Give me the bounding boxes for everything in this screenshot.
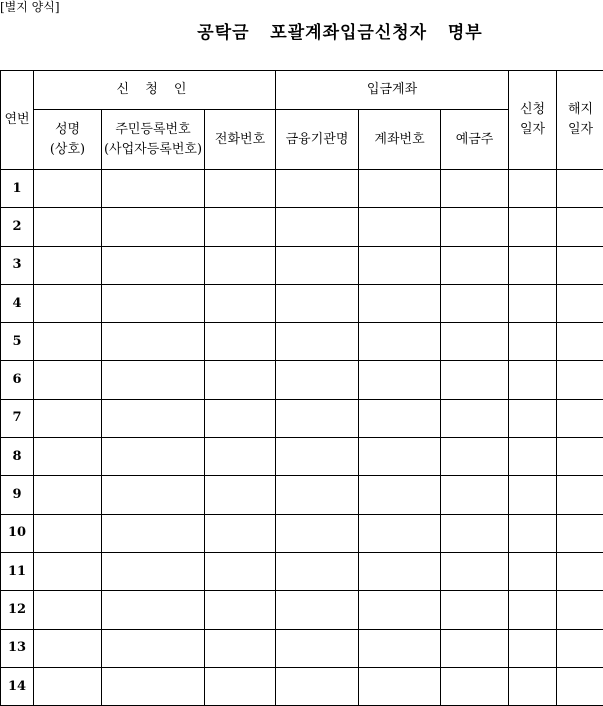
table-row bbox=[1, 246, 603, 284]
cancel-date-cell bbox=[557, 399, 603, 437]
id-number-cell bbox=[102, 170, 205, 208]
name-cell bbox=[34, 667, 102, 705]
id-number-cell bbox=[102, 476, 205, 514]
apply-date-cell bbox=[509, 667, 557, 705]
account-holder-cell bbox=[441, 323, 509, 361]
phone-cell bbox=[205, 399, 276, 437]
bank-cell bbox=[276, 667, 359, 705]
account-holder-cell bbox=[441, 514, 509, 552]
row-serial-number: 3 bbox=[1, 246, 34, 284]
document-title: 공탁금 포괄계좌입금신청자 명부 bbox=[0, 18, 603, 43]
cancel-date-cell bbox=[557, 591, 603, 629]
bank-cell bbox=[276, 284, 359, 322]
account-holder-cell bbox=[441, 629, 509, 667]
bank-cell bbox=[276, 399, 359, 437]
name-cell bbox=[34, 629, 102, 667]
account-number-cell bbox=[359, 514, 441, 552]
table-row bbox=[1, 591, 603, 629]
table-row bbox=[1, 667, 603, 705]
row-serial-number: 8 bbox=[1, 438, 34, 476]
cancel-date-cell bbox=[557, 514, 603, 552]
phone-cell bbox=[205, 667, 276, 705]
header-bank: 금융기관명 bbox=[276, 110, 359, 170]
cancel-date-cell bbox=[557, 323, 603, 361]
account-number-cell bbox=[359, 170, 441, 208]
bank-cell bbox=[276, 246, 359, 284]
account-holder-cell bbox=[441, 552, 509, 590]
form-label: [별지 양식] bbox=[0, 0, 60, 14]
header-account-holder: 예금주 bbox=[441, 110, 509, 170]
table-row bbox=[1, 438, 603, 476]
row-serial-number: 1 bbox=[1, 170, 34, 208]
account-number-cell bbox=[359, 667, 441, 705]
header-apply-date-line1: 신청 bbox=[509, 100, 556, 120]
name-cell bbox=[34, 361, 102, 399]
apply-date-cell bbox=[509, 438, 557, 476]
account-holder-cell bbox=[441, 667, 509, 705]
phone-cell bbox=[205, 438, 276, 476]
account-number-cell bbox=[359, 438, 441, 476]
id-number-cell bbox=[102, 591, 205, 629]
header-account-number: 계좌번호 bbox=[359, 110, 441, 170]
table-row bbox=[1, 361, 603, 399]
header-cancel-date-line1: 해지 bbox=[557, 100, 603, 120]
account-number-cell bbox=[359, 591, 441, 629]
name-cell bbox=[34, 170, 102, 208]
id-number-cell bbox=[102, 246, 205, 284]
name-cell bbox=[34, 514, 102, 552]
bank-cell bbox=[276, 552, 359, 590]
table-row bbox=[1, 170, 603, 208]
roster-body bbox=[1, 170, 603, 706]
apply-date-cell bbox=[509, 361, 557, 399]
phone-cell bbox=[205, 514, 276, 552]
account-holder-cell bbox=[441, 476, 509, 514]
account-number-cell bbox=[359, 629, 441, 667]
account-holder-cell bbox=[441, 438, 509, 476]
cancel-date-cell bbox=[557, 246, 603, 284]
table-row bbox=[1, 552, 603, 590]
row-serial-number: 5 bbox=[1, 323, 34, 361]
table-row bbox=[1, 476, 603, 514]
row-serial-number: 14 bbox=[1, 667, 34, 705]
cancel-date-cell bbox=[557, 438, 603, 476]
bank-cell bbox=[276, 514, 359, 552]
bank-cell bbox=[276, 323, 359, 361]
cancel-date-cell bbox=[557, 476, 603, 514]
apply-date-cell bbox=[509, 284, 557, 322]
account-number-cell bbox=[359, 208, 441, 246]
bank-cell bbox=[276, 629, 359, 667]
account-holder-cell bbox=[441, 591, 509, 629]
cancel-date-cell bbox=[557, 629, 603, 667]
apply-date-cell bbox=[509, 246, 557, 284]
id-number-cell bbox=[102, 284, 205, 322]
account-holder-cell bbox=[441, 246, 509, 284]
table-row bbox=[1, 208, 603, 246]
account-number-cell bbox=[359, 399, 441, 437]
row-serial-number: 4 bbox=[1, 284, 34, 322]
row-serial-number: 2 bbox=[1, 208, 34, 246]
apply-date-cell bbox=[509, 629, 557, 667]
row-serial-number: 7 bbox=[1, 399, 34, 437]
phone-cell bbox=[205, 246, 276, 284]
account-number-cell bbox=[359, 323, 441, 361]
row-serial-number: 12 bbox=[1, 591, 34, 629]
header-id-line1: 주민등록번호 bbox=[102, 120, 204, 140]
header-name-line1: 성명 bbox=[34, 120, 101, 140]
account-number-cell bbox=[359, 361, 441, 399]
name-cell bbox=[34, 399, 102, 437]
name-cell bbox=[34, 552, 102, 590]
header-name-line2: (상호) bbox=[34, 140, 101, 160]
apply-date-cell bbox=[509, 476, 557, 514]
apply-date-cell bbox=[509, 323, 557, 361]
header-phone: 전화번호 bbox=[205, 110, 276, 170]
header-cancel-date bbox=[557, 71, 603, 170]
phone-cell bbox=[205, 170, 276, 208]
table-row bbox=[1, 284, 603, 322]
name-cell bbox=[34, 476, 102, 514]
row-serial-number: 9 bbox=[1, 476, 34, 514]
applicant-roster-table bbox=[0, 70, 603, 706]
name-cell bbox=[34, 591, 102, 629]
phone-cell bbox=[205, 284, 276, 322]
apply-date-cell bbox=[509, 208, 557, 246]
bank-cell bbox=[276, 170, 359, 208]
account-number-cell bbox=[359, 284, 441, 322]
phone-cell bbox=[205, 552, 276, 590]
account-number-cell bbox=[359, 476, 441, 514]
id-number-cell bbox=[102, 514, 205, 552]
account-holder-cell bbox=[441, 170, 509, 208]
bank-cell bbox=[276, 591, 359, 629]
cancel-date-cell bbox=[557, 170, 603, 208]
header-id-number bbox=[102, 110, 205, 170]
phone-cell bbox=[205, 629, 276, 667]
id-number-cell bbox=[102, 629, 205, 667]
table-row bbox=[1, 323, 603, 361]
id-number-cell bbox=[102, 361, 205, 399]
account-holder-cell bbox=[441, 284, 509, 322]
header-account-group: 입금계좌 bbox=[276, 71, 509, 110]
phone-cell bbox=[205, 476, 276, 514]
header-applicant-group: 신 청 인 bbox=[34, 71, 276, 110]
apply-date-cell bbox=[509, 514, 557, 552]
table-row bbox=[1, 514, 603, 552]
header-name bbox=[34, 110, 102, 170]
id-number-cell bbox=[102, 399, 205, 437]
account-holder-cell bbox=[441, 361, 509, 399]
id-number-cell bbox=[102, 667, 205, 705]
phone-cell bbox=[205, 361, 276, 399]
id-number-cell bbox=[102, 438, 205, 476]
header-id-line2: (사업자등록번호) bbox=[102, 140, 204, 160]
name-cell bbox=[34, 323, 102, 361]
account-holder-cell bbox=[441, 208, 509, 246]
bank-cell bbox=[276, 361, 359, 399]
name-cell bbox=[34, 438, 102, 476]
row-serial-number: 13 bbox=[1, 629, 34, 667]
table-row bbox=[1, 399, 603, 437]
account-number-cell bbox=[359, 246, 441, 284]
cancel-date-cell bbox=[557, 667, 603, 705]
cancel-date-cell bbox=[557, 361, 603, 399]
id-number-cell bbox=[102, 552, 205, 590]
row-serial-number: 10 bbox=[1, 514, 34, 552]
cancel-date-cell bbox=[557, 284, 603, 322]
phone-cell bbox=[205, 208, 276, 246]
apply-date-cell bbox=[509, 591, 557, 629]
name-cell bbox=[34, 208, 102, 246]
row-serial-number: 6 bbox=[1, 361, 34, 399]
phone-cell bbox=[205, 591, 276, 629]
header-apply-date-line2: 일자 bbox=[509, 120, 556, 140]
apply-date-cell bbox=[509, 170, 557, 208]
table-row bbox=[1, 629, 603, 667]
account-number-cell bbox=[359, 552, 441, 590]
header-apply-date bbox=[509, 71, 557, 170]
phone-cell bbox=[205, 323, 276, 361]
apply-date-cell bbox=[509, 552, 557, 590]
cancel-date-cell bbox=[557, 208, 603, 246]
id-number-cell bbox=[102, 323, 205, 361]
id-number-cell bbox=[102, 208, 205, 246]
header-serial: 연번 bbox=[1, 71, 34, 170]
bank-cell bbox=[276, 208, 359, 246]
header-cancel-date-line2: 일자 bbox=[557, 120, 603, 140]
row-serial-number: 11 bbox=[1, 552, 34, 590]
name-cell bbox=[34, 246, 102, 284]
bank-cell bbox=[276, 438, 359, 476]
cancel-date-cell bbox=[557, 552, 603, 590]
bank-cell bbox=[276, 476, 359, 514]
name-cell bbox=[34, 284, 102, 322]
account-holder-cell bbox=[441, 399, 509, 437]
apply-date-cell bbox=[509, 399, 557, 437]
